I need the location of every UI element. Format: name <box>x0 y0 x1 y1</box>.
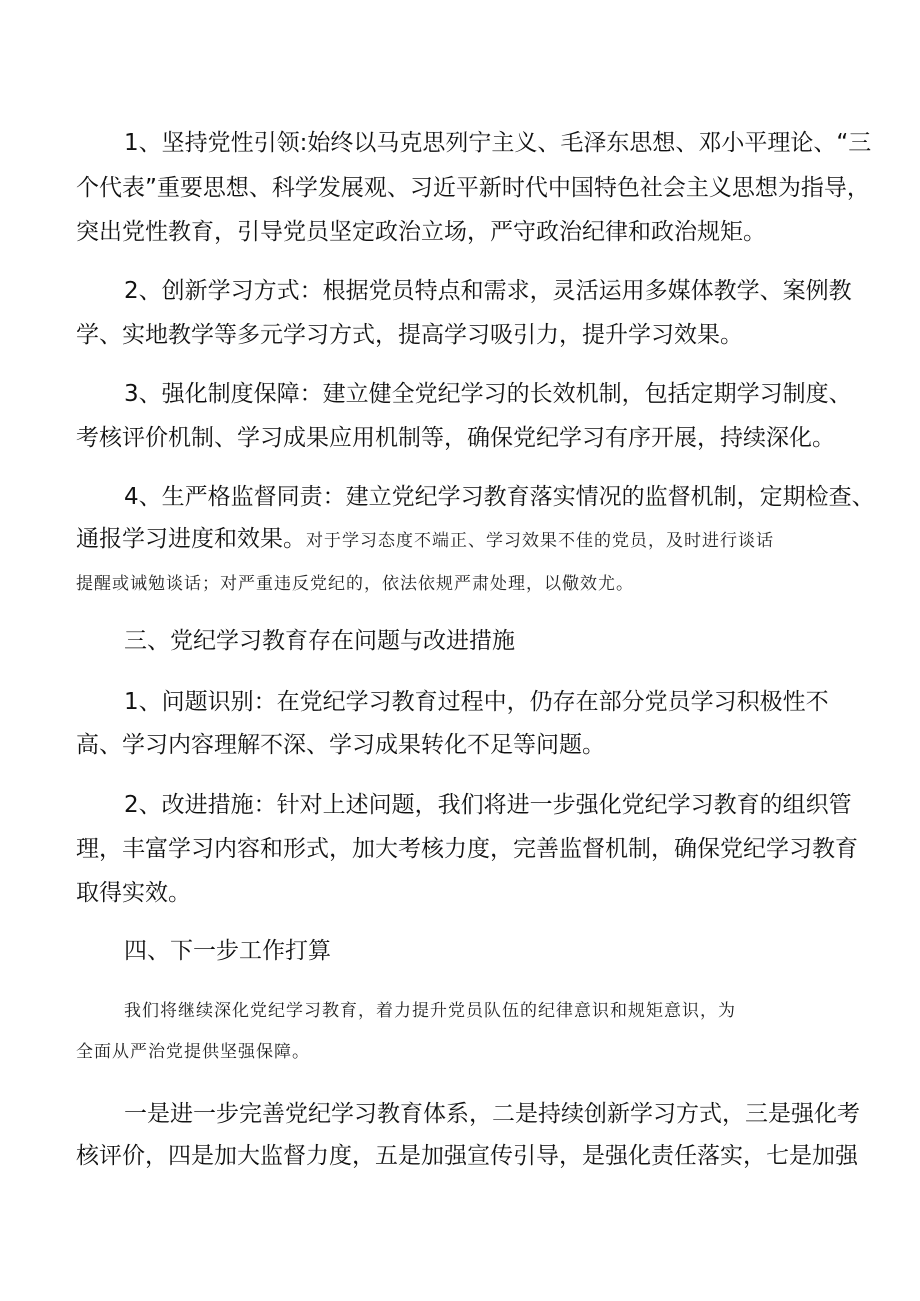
paragraph-4-line-2-serif: 对于学习态度不端正、学习效果不佳的党员，及时进行谈话 <box>306 531 774 551</box>
paragraph-1-line-3: 突出党性教育，引导党员坚定政治立场，严守政治纪律和政治规矩。 <box>76 219 766 245</box>
paragraph-4-line-2-sans: 通报学习进度和效果。 <box>76 526 306 552</box>
paragraph-7-line-2: 全面从严治党提供坚强保障。 <box>76 1042 310 1062</box>
section-heading-3: 三、党纪学习教育存在问题与改进措施 <box>124 628 515 654</box>
paragraph-6-line-3: 取得实效。 <box>76 880 191 906</box>
section-heading-4: 四、下一步工作打算 <box>124 938 331 964</box>
paragraph-1-line-2: 个代表”重要思想、科学发展观、习近平新时代中国特色社会主义思想为指导， <box>76 175 870 201</box>
paragraph-6-line-1: 2、改进措施：针对上述问题，我们将进一步强化党纪学习教育的组织管 <box>124 792 852 818</box>
paragraph-7-line-1: 我们将继续深化党纪学习教育，着力提升党员队伍的纪律意识和规矩意识，为 <box>124 1001 736 1021</box>
paragraph-2-line-2: 学、实地教学等多元学习方式，提高学习吸引力，提升学习效果。 <box>76 322 743 348</box>
paragraph-4-line-1: 4、生严格监督同责：建立党纪学习教育落实情况的监督机制，定期检查、 <box>124 484 875 510</box>
paragraph-3-line-1: 3、强化制度保障：建立健全党纪学习的长效机制，包括定期学习制度、 <box>124 381 852 407</box>
paragraph-5-line-1: 1、问题识别：在党纪学习教育过程中，仍存在部分党员学习积极性不 <box>124 689 829 715</box>
paragraph-8-line-1: 一是进一步完善党纪学习教育体系，二是持续创新学习方式，三是强化考 <box>124 1101 860 1127</box>
paragraph-4-line-2 <box>76 524 920 556</box>
paragraph-4-line-3: 提醒或诫勉谈话；对严重违反党纪的，依法依规严肃处理，以儆效尤。 <box>76 574 634 594</box>
paragraph-3-line-2: 考核评价机制、学习成果应用机制等，确保党纪学习有序开展，持续深化。 <box>76 425 835 451</box>
paragraph-5-line-2: 高、学习内容理解不深、学习成果转化不足等问题。 <box>76 732 605 758</box>
paragraph-8-line-2: 核评价，四是加大监督力度，五是加强宣传引导，是强化责任落实，七是加强 <box>76 1143 858 1169</box>
paragraph-6-line-2: 理，丰富学习内容和形式，加大考核力度，完善监督机制，确保党纪学习教育 <box>76 836 858 862</box>
paragraph-1-line-1: 1、坚持党性引领:始终以马克思列宁主义、毛泽东思想、邓小平理论、“三 <box>124 130 872 156</box>
paragraph-2-line-1: 2、创新学习方式：根据党员特点和需求，灵活运用多媒体教学、案例教 <box>124 278 852 304</box>
